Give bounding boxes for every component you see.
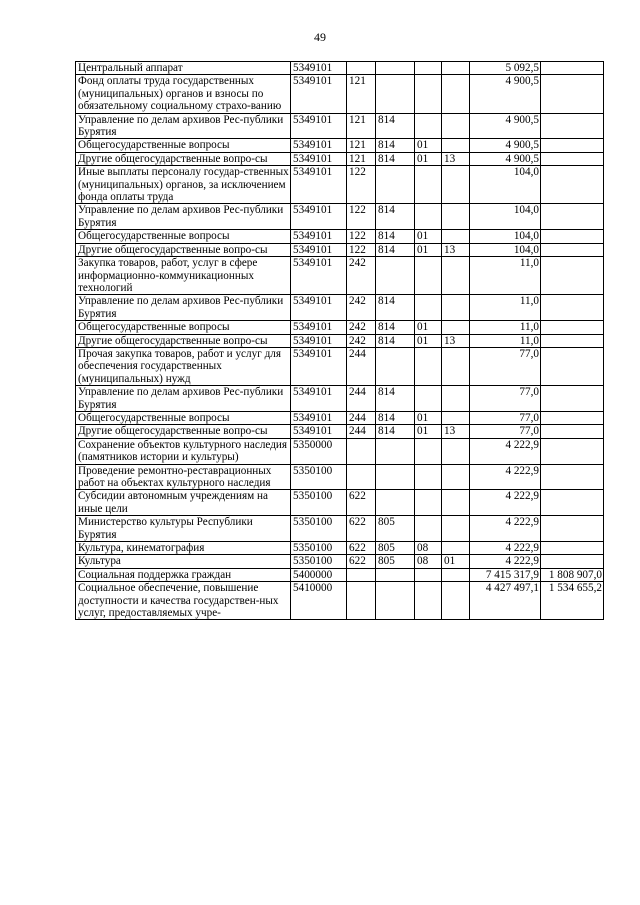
section-cell: 08 (415, 542, 442, 555)
amount-cell: 4 222,9 (470, 542, 541, 555)
target-article-cell: 5349101 (291, 230, 347, 243)
target-article-cell: 5349101 (291, 295, 347, 321)
expense-type-cell: 242 (347, 295, 376, 321)
table-row (76, 295, 604, 321)
subsection-cell (442, 139, 470, 152)
target-article-cell: 5349101 (291, 257, 347, 295)
expense-type-cell (347, 464, 376, 490)
amount-cell: 77,0 (470, 425, 541, 438)
row-name-cell: Общегосударственные вопросы (76, 230, 291, 243)
administrator-code-cell (376, 257, 415, 295)
target-article-cell: 5349101 (291, 425, 347, 438)
table-row (76, 334, 604, 347)
subsection-cell (442, 347, 470, 385)
administrator-code-cell: 805 (376, 542, 415, 555)
expense-type-cell: 244 (347, 386, 376, 412)
subsection-cell (442, 62, 470, 75)
row-name-cell: Министерство культуры Республики Бурятия (76, 516, 291, 542)
row-name-cell: Управление по делам архивов Рес-публики Бурятия (76, 204, 291, 230)
amount-cell: 77,0 (470, 411, 541, 424)
expense-type-cell (347, 568, 376, 581)
amount-cell: 4 900,5 (470, 139, 541, 152)
target-article-cell: 5350100 (291, 490, 347, 516)
amount-cell: 77,0 (470, 347, 541, 385)
subsection-cell (442, 113, 470, 139)
section-cell (415, 75, 442, 113)
administrator-code-cell (376, 75, 415, 113)
amount-cell: 11,0 (470, 257, 541, 295)
administrator-code-cell (376, 582, 415, 620)
target-article-cell: 5350100 (291, 542, 347, 555)
amount-secondary-cell (541, 347, 604, 385)
subsection-cell: 01 (442, 555, 470, 568)
amount-secondary-cell (541, 464, 604, 490)
section-cell: 01 (415, 243, 442, 256)
administrator-code-cell (376, 166, 415, 204)
amount-cell: 4 900,5 (470, 75, 541, 113)
table-row (76, 230, 604, 243)
table-row (76, 321, 604, 334)
section-cell (415, 113, 442, 139)
subsection-cell (442, 516, 470, 542)
amount-secondary-cell (541, 490, 604, 516)
target-article-cell: 5349101 (291, 386, 347, 412)
amount-cell: 5 092,5 (470, 62, 541, 75)
administrator-code-cell: 805 (376, 516, 415, 542)
amount-cell: 11,0 (470, 321, 541, 334)
section-cell (415, 464, 442, 490)
expense-type-cell: 244 (347, 411, 376, 424)
target-article-cell: 5349101 (291, 243, 347, 256)
table-row (76, 139, 604, 152)
subsection-cell (442, 204, 470, 230)
target-article-cell: 5349101 (291, 204, 347, 230)
expense-type-cell: 622 (347, 542, 376, 555)
table-row (76, 542, 604, 555)
administrator-code-cell (376, 464, 415, 490)
subsection-cell (442, 166, 470, 204)
expense-type-cell: 242 (347, 257, 376, 295)
subsection-cell (442, 386, 470, 412)
row-name-cell: Закупка товаров, работ, услуг в сфере информационно-коммуникационных технологий (76, 257, 291, 295)
table-row (76, 152, 604, 165)
table-row (76, 75, 604, 113)
row-name-cell: Центральный аппарат (76, 62, 291, 75)
amount-secondary-cell: 1 808 907,0 (541, 568, 604, 581)
row-name-cell: Культура, кинематография (76, 542, 291, 555)
amount-secondary-cell (541, 321, 604, 334)
section-cell (415, 62, 442, 75)
administrator-code-cell: 814 (376, 425, 415, 438)
section-cell: 01 (415, 321, 442, 334)
expense-type-cell: 122 (347, 243, 376, 256)
amount-secondary-cell: 1 534 655,2 (541, 582, 604, 620)
target-article-cell: 5349101 (291, 347, 347, 385)
target-article-cell: 5349101 (291, 334, 347, 347)
subsection-cell (442, 438, 470, 464)
expense-type-cell: 242 (347, 334, 376, 347)
table-row (76, 257, 604, 295)
row-name-cell: Общегосударственные вопросы (76, 139, 291, 152)
row-name-cell: Прочая закупка товаров, работ и услуг для обеспечения государственных (муниципальных) нужд (76, 347, 291, 385)
subsection-cell (442, 295, 470, 321)
section-cell (415, 257, 442, 295)
section-cell (415, 516, 442, 542)
target-article-cell: 5350000 (291, 438, 347, 464)
row-name-cell: Культура (76, 555, 291, 568)
row-name-cell: Управление по делам архивов Рес-публики Бурятия (76, 113, 291, 139)
section-cell: 01 (415, 139, 442, 152)
table-row (76, 243, 604, 256)
administrator-code-cell: 814 (376, 321, 415, 334)
target-article-cell: 5400000 (291, 568, 347, 581)
table-row (76, 438, 604, 464)
administrator-code-cell: 814 (376, 243, 415, 256)
budget-table (75, 61, 604, 620)
expense-type-cell (347, 438, 376, 464)
administrator-code-cell: 814 (376, 334, 415, 347)
amount-secondary-cell (541, 75, 604, 113)
target-article-cell: 5349101 (291, 411, 347, 424)
expense-type-cell: 622 (347, 516, 376, 542)
row-name-cell: Другие общегосударственные вопро-сы (76, 243, 291, 256)
section-cell: 01 (415, 425, 442, 438)
target-article-cell: 5350100 (291, 516, 347, 542)
administrator-code-cell: 814 (376, 230, 415, 243)
section-cell (415, 347, 442, 385)
page-number: 49 (314, 30, 326, 44)
subsection-cell (442, 490, 470, 516)
amount-secondary-cell (541, 295, 604, 321)
target-article-cell: 5349101 (291, 166, 347, 204)
section-cell: 01 (415, 411, 442, 424)
table-row (76, 204, 604, 230)
row-name-cell: Социальная поддержка граждан (76, 568, 291, 581)
table-row (76, 555, 604, 568)
row-name-cell: Социальное обеспечение, повышение доступности и качества государствен-ных услуг, предоставляемых учре- (76, 582, 291, 620)
amount-secondary-cell (541, 113, 604, 139)
amount-secondary-cell (541, 555, 604, 568)
section-cell (415, 568, 442, 581)
administrator-code-cell: 814 (376, 386, 415, 412)
expense-type-cell: 244 (347, 425, 376, 438)
amount-secondary-cell (541, 230, 604, 243)
amount-secondary-cell (541, 243, 604, 256)
table-row (76, 347, 604, 385)
table-row (76, 490, 604, 516)
administrator-code-cell: 814 (376, 204, 415, 230)
expense-type-cell: 121 (347, 75, 376, 113)
subsection-cell (442, 568, 470, 581)
amount-cell: 11,0 (470, 295, 541, 321)
expense-type-cell: 242 (347, 321, 376, 334)
table-row (76, 568, 604, 581)
row-name-cell: Управление по делам архивов Рес-публики Бурятия (76, 386, 291, 412)
amount-secondary-cell (541, 542, 604, 555)
amount-secondary-cell (541, 139, 604, 152)
amount-secondary-cell (541, 152, 604, 165)
amount-cell: 7 415 317,9 (470, 568, 541, 581)
target-article-cell: 5350100 (291, 464, 347, 490)
table-row (76, 62, 604, 75)
amount-secondary-cell (541, 257, 604, 295)
row-name-cell: Иные выплаты персоналу государ-ственных (муниципальных) органов, за исключением фонда оплаты труда (76, 166, 291, 204)
subsection-cell: 13 (442, 243, 470, 256)
amount-cell: 11,0 (470, 334, 541, 347)
section-cell: 01 (415, 334, 442, 347)
administrator-code-cell: 814 (376, 411, 415, 424)
amount-cell: 104,0 (470, 204, 541, 230)
subsection-cell (442, 257, 470, 295)
administrator-code-cell (376, 438, 415, 464)
amount-cell: 4 900,5 (470, 152, 541, 165)
administrator-code-cell (376, 347, 415, 385)
amount-cell: 4 222,9 (470, 555, 541, 568)
expense-type-cell (347, 582, 376, 620)
administrator-code-cell: 814 (376, 295, 415, 321)
row-name-cell: Общегосударственные вопросы (76, 321, 291, 334)
table-row (76, 425, 604, 438)
target-article-cell: 5349101 (291, 152, 347, 165)
expense-type-cell: 122 (347, 166, 376, 204)
amount-secondary-cell (541, 204, 604, 230)
amount-cell: 77,0 (470, 386, 541, 412)
amount-secondary-cell (541, 425, 604, 438)
target-article-cell: 5349101 (291, 75, 347, 113)
expense-type-cell: 121 (347, 139, 376, 152)
table-row (76, 113, 604, 139)
amount-secondary-cell (541, 62, 604, 75)
section-cell (415, 582, 442, 620)
section-cell (415, 438, 442, 464)
section-cell (415, 295, 442, 321)
expense-type-cell: 121 (347, 113, 376, 139)
target-article-cell: 5349101 (291, 139, 347, 152)
table-row (76, 464, 604, 490)
target-article-cell: 5349101 (291, 113, 347, 139)
row-name-cell: Управление по делам архивов Рес-публики Бурятия (76, 295, 291, 321)
expense-type-cell: 121 (347, 152, 376, 165)
subsection-cell (442, 464, 470, 490)
target-article-cell: 5410000 (291, 582, 347, 620)
amount-secondary-cell (541, 438, 604, 464)
expense-type-cell (347, 62, 376, 75)
subsection-cell (442, 411, 470, 424)
subsection-cell (442, 321, 470, 334)
section-cell (415, 386, 442, 412)
budget-table-body (76, 62, 604, 620)
administrator-code-cell: 814 (376, 113, 415, 139)
amount-cell: 104,0 (470, 166, 541, 204)
section-cell (415, 166, 442, 204)
row-name-cell: Проведение ремонтно-реставрационных работ на объектах культурного наследия (76, 464, 291, 490)
administrator-code-cell: 805 (376, 555, 415, 568)
section-cell: 01 (415, 152, 442, 165)
administrator-code-cell (376, 62, 415, 75)
expense-type-cell: 122 (347, 204, 376, 230)
amount-cell: 4 222,9 (470, 516, 541, 542)
section-cell (415, 490, 442, 516)
amount-secondary-cell (541, 411, 604, 424)
subsection-cell: 13 (442, 425, 470, 438)
subsection-cell (442, 75, 470, 113)
section-cell: 08 (415, 555, 442, 568)
section-cell (415, 204, 442, 230)
administrator-code-cell: 814 (376, 139, 415, 152)
amount-secondary-cell (541, 516, 604, 542)
expense-type-cell: 122 (347, 230, 376, 243)
table-row (76, 582, 604, 620)
table-row (76, 166, 604, 204)
administrator-code-cell: 814 (376, 152, 415, 165)
amount-cell: 104,0 (470, 243, 541, 256)
amount-secondary-cell (541, 166, 604, 204)
amount-cell: 4 427 497,1 (470, 582, 541, 620)
section-cell: 01 (415, 230, 442, 243)
amount-secondary-cell (541, 386, 604, 412)
table-row (76, 516, 604, 542)
subsection-cell: 13 (442, 334, 470, 347)
row-name-cell: Другие общегосударственные вопро-сы (76, 152, 291, 165)
amount-cell: 104,0 (470, 230, 541, 243)
administrator-code-cell (376, 568, 415, 581)
expense-type-cell: 622 (347, 490, 376, 516)
target-article-cell: 5350100 (291, 555, 347, 568)
amount-cell: 4 222,9 (470, 490, 541, 516)
table-row (76, 411, 604, 424)
row-name-cell: Фонд оплаты труда государственных (муниципальных) органов и взносы по обязательному социальному страхо-ванию (76, 75, 291, 113)
amount-cell: 4 222,9 (470, 438, 541, 464)
table-row (76, 386, 604, 412)
amount-cell: 4 222,9 (470, 464, 541, 490)
target-article-cell: 5349101 (291, 321, 347, 334)
amount-secondary-cell (541, 334, 604, 347)
amount-cell: 4 900,5 (470, 113, 541, 139)
row-name-cell: Другие общегосударственные вопро-сы (76, 334, 291, 347)
row-name-cell: Сохранение объектов культурного наследия (памятников истории и культуры) (76, 438, 291, 464)
target-article-cell: 5349101 (291, 62, 347, 75)
administrator-code-cell (376, 490, 415, 516)
row-name-cell: Общегосударственные вопросы (76, 411, 291, 424)
row-name-cell: Другие общегосударственные вопро-сы (76, 425, 291, 438)
row-name-cell: Субсидии автономным учреждениям на иные цели (76, 490, 291, 516)
subsection-cell: 13 (442, 152, 470, 165)
subsection-cell (442, 582, 470, 620)
subsection-cell (442, 230, 470, 243)
expense-type-cell: 244 (347, 347, 376, 385)
expense-type-cell: 622 (347, 555, 376, 568)
subsection-cell (442, 542, 470, 555)
